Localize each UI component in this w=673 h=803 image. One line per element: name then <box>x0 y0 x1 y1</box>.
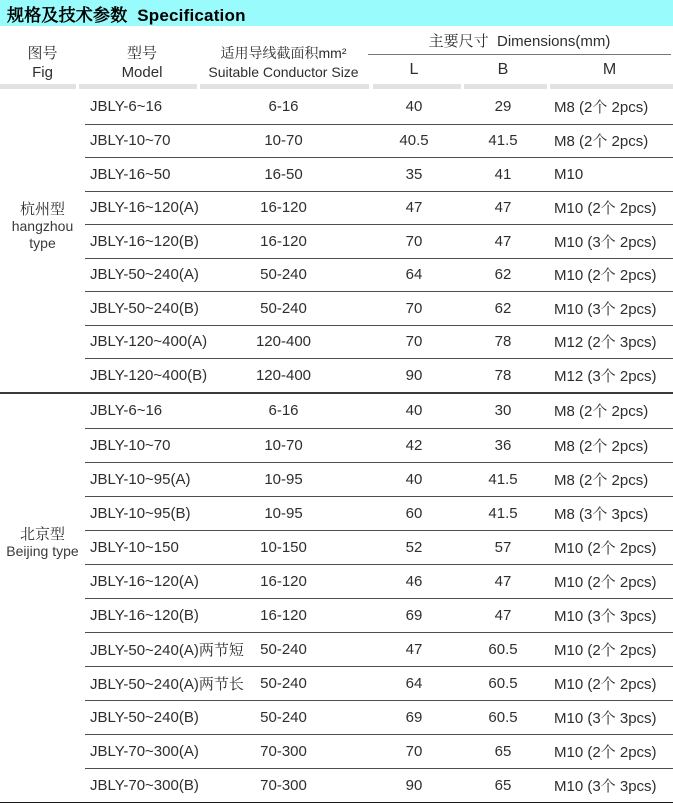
header-dimensions-group <box>368 26 673 84</box>
conductor-size-cell: 16-120 <box>260 199 307 217</box>
table-row <box>85 428 673 462</box>
model-cell: JBLY-70~300(B) <box>90 776 199 794</box>
header-dimensions: 主要尺寸 Dimensions(mm) <box>368 26 671 55</box>
dim-l-cell: 90 <box>405 776 423 794</box>
dim-m-cell: M10 (2个 2pcs) <box>554 200 657 218</box>
table-row <box>85 700 673 734</box>
header-model <box>85 26 199 84</box>
conductor-size-cell: 120-400 <box>255 366 312 384</box>
strip-segment <box>550 84 673 89</box>
dim-b-cell: 41.5 <box>488 504 518 522</box>
conductor-size-cell: 16-50 <box>264 165 303 183</box>
dim-m-cell: M10 (2个 2pcs) <box>554 267 657 285</box>
model-cell: JBLY-10~95(B) <box>90 504 191 522</box>
dim-m-cell: M10 (3个 2pcs) <box>554 233 657 251</box>
conductor-size-cell: 50-240 <box>260 299 307 317</box>
table-row <box>85 358 673 392</box>
table-row <box>85 734 673 768</box>
conductor-size-cell: 120-400 <box>255 333 312 351</box>
model-cell: JBLY-50~240(A)两节短 <box>90 641 244 659</box>
dim-m-cell: M10 (2个 2pcs) <box>554 573 657 591</box>
table-row <box>85 191 673 225</box>
dim-l-cell: 70 <box>405 299 423 317</box>
header-fig-zh: 图号 <box>27 45 58 62</box>
header-conductor-en: Suitable Conductor Size <box>208 64 359 80</box>
conductor-size-cell: 16-120 <box>260 572 307 590</box>
conductor-size-cell: 10-95 <box>264 470 303 488</box>
group-rows <box>85 90 673 392</box>
dim-l-cell: 70 <box>405 232 423 250</box>
dim-l-cell: 35 <box>405 165 423 183</box>
dim-b-cell: 62 <box>494 266 512 284</box>
model-cell: JBLY-50~240(A) <box>90 266 199 284</box>
dim-b-cell: 41 <box>494 165 512 183</box>
dim-m-cell: M8 (2个 2pcs) <box>554 437 649 455</box>
dim-m-cell: M8 (2个 2pcs) <box>554 133 649 151</box>
header-model-zh: 型号 <box>126 45 157 62</box>
table-row <box>85 768 673 802</box>
dim-l-cell: 42 <box>405 436 423 454</box>
dim-b-cell: 65 <box>494 742 512 760</box>
model-cell: JBLY-50~240(A)两节长 <box>90 675 244 693</box>
dim-m-cell: M10 (2个 2pcs) <box>554 641 657 659</box>
strip-segment <box>373 84 461 89</box>
table-row <box>85 632 673 666</box>
dim-m-cell: M10 <box>554 165 584 183</box>
dim-l-cell: 47 <box>405 640 423 658</box>
model-cell: JBLY-10~70 <box>90 132 171 150</box>
fig-label-line: type <box>29 235 56 252</box>
conductor-size-cell: 50-240 <box>260 640 307 658</box>
model-cell: JBLY-10~70 <box>90 436 171 454</box>
conductor-size-cell: 10-150 <box>260 538 307 556</box>
table-row <box>85 462 673 496</box>
dim-b-cell: 78 <box>494 366 512 384</box>
dim-l-cell: 70 <box>405 333 423 351</box>
model-cell: JBLY-70~300(A) <box>90 742 199 760</box>
dim-b-cell: 60.5 <box>488 640 518 658</box>
title-bar <box>0 0 673 26</box>
model-cell: JBLY-16~120(A) <box>90 572 199 590</box>
model-cell: JBLY-6~16 <box>90 402 163 419</box>
fig-label-line: 杭州型 <box>19 201 65 219</box>
conductor-size-cell: 6-16 <box>268 98 299 116</box>
model-cell: JBLY-16~50 <box>90 165 171 183</box>
dim-b-cell: 60.5 <box>488 708 518 726</box>
dim-l-cell: 46 <box>405 572 423 590</box>
header-conductor <box>199 26 368 84</box>
strip-segment <box>200 84 369 89</box>
model-cell: JBLY-16~120(B) <box>90 232 199 250</box>
table-row <box>85 666 673 700</box>
fig-label-line: hangzhou <box>11 218 74 235</box>
strip-segment <box>79 84 197 89</box>
table-row <box>85 258 673 292</box>
strip-segment <box>464 84 547 89</box>
header-fig-en: Fig <box>32 64 53 81</box>
dim-m-cell: M8 (2个 2pcs) <box>554 471 649 489</box>
dim-m-cell: M12 (3个 2pcs) <box>554 367 657 385</box>
model-cell: JBLY-10~95(A) <box>90 470 191 488</box>
dim-m-cell: M10 (3个 3pcs) <box>554 777 657 795</box>
header-dimensions-columns <box>368 55 673 84</box>
header-fig <box>0 26 85 84</box>
dim-m-cell: M12 (2个 3pcs) <box>554 334 657 352</box>
dim-b-cell: 47 <box>494 572 512 590</box>
table-header <box>0 26 673 84</box>
dim-l-cell: 90 <box>405 366 423 384</box>
dim-m-cell: M8 (2个 2pcs) <box>554 99 649 117</box>
dim-b-cell: 65 <box>494 776 512 794</box>
table-row <box>85 157 673 191</box>
conductor-size-cell: 16-120 <box>260 606 307 624</box>
model-cell: JBLY-16~120(A) <box>90 199 199 217</box>
conductor-size-cell: 70-300 <box>260 776 307 794</box>
conductor-size-cell: 16-120 <box>260 232 307 250</box>
dim-l-cell: 64 <box>405 674 423 692</box>
dim-b-cell: 78 <box>494 333 512 351</box>
table-row <box>85 530 673 564</box>
dim-m-cell: M8 (3个 3pcs) <box>554 505 649 523</box>
header-conductor-zh: 适用导线截面积mm² <box>220 45 347 61</box>
fig-label-line: Beijing type <box>6 542 79 559</box>
dim-b-cell: 47 <box>494 199 512 217</box>
dim-b-cell: 60.5 <box>488 674 518 692</box>
table-row <box>85 291 673 325</box>
model-cell: JBLY-10~150 <box>90 538 179 556</box>
dim-b-cell: 29 <box>494 98 512 116</box>
dim-b-cell: 62 <box>494 299 512 317</box>
dim-b-cell: 41.5 <box>488 470 518 488</box>
model-cell: JBLY-6~16 <box>90 98 163 116</box>
dim-l-cell: 52 <box>405 538 423 556</box>
conductor-size-cell: 50-240 <box>260 708 307 726</box>
dim-m-cell: M10 (2个 2pcs) <box>554 675 657 693</box>
dim-b-cell: 41.5 <box>488 132 518 150</box>
conductor-size-cell: 70-300 <box>260 742 307 760</box>
header-dim-l: L <box>409 60 419 78</box>
fig-label-hangzhou <box>0 90 85 392</box>
model-cell: JBLY-50~240(B) <box>90 299 199 317</box>
table-row <box>85 224 673 258</box>
group-rows <box>85 394 673 802</box>
dim-m-cell: M8 (2个 2pcs) <box>554 403 649 420</box>
dim-l-cell: 40 <box>405 470 423 488</box>
table-row <box>85 124 673 158</box>
group-beijing <box>0 392 673 802</box>
model-cell: JBLY-120~400(B) <box>90 366 208 384</box>
dim-b-cell: 36 <box>494 436 512 454</box>
conductor-size-cell: 10-70 <box>264 436 303 454</box>
conductor-size-cell: 10-95 <box>264 504 303 522</box>
model-cell: JBLY-50~240(B) <box>90 708 199 726</box>
dim-l-cell: 47 <box>405 199 423 217</box>
table-row <box>85 394 673 428</box>
conductor-size-cell: 10-70 <box>264 132 303 150</box>
dim-b-cell: 47 <box>494 606 512 624</box>
model-cell: JBLY-120~400(A) <box>90 333 208 351</box>
dim-l-cell: 70 <box>405 742 423 760</box>
header-model-en: Model <box>121 64 163 81</box>
dim-b-cell: 47 <box>494 232 512 250</box>
dim-l-cell: 40 <box>405 402 423 419</box>
dim-m-cell: M10 (3个 3pcs) <box>554 709 657 727</box>
table-row <box>85 564 673 598</box>
conductor-size-cell: 50-240 <box>260 674 307 692</box>
dim-l-cell: 69 <box>405 708 423 726</box>
dim-l-cell: 40.5 <box>399 132 429 150</box>
dim-m-cell: M10 (2个 2pcs) <box>554 743 657 761</box>
dim-l-cell: 69 <box>405 606 423 624</box>
table-body <box>0 90 673 803</box>
dim-m-cell: M10 (2个 2pcs) <box>554 539 657 557</box>
group-hangzhou <box>0 90 673 392</box>
table-row <box>85 325 673 359</box>
table-row <box>85 496 673 530</box>
fig-label-beijing <box>0 394 85 802</box>
dim-m-cell: M10 (3个 3pcs) <box>554 607 657 625</box>
header-dim-b: B <box>497 60 509 78</box>
dim-b-cell: 57 <box>494 538 512 556</box>
dim-l-cell: 40 <box>405 98 423 116</box>
dim-l-cell: 64 <box>405 266 423 284</box>
dim-b-cell: 30 <box>494 402 512 419</box>
conductor-size-cell: 50-240 <box>260 266 307 284</box>
model-cell: JBLY-16~120(B) <box>90 606 199 624</box>
dim-m-cell: M10 (3个 2pcs) <box>554 300 657 318</box>
page-title: 规格及技术参数 Specification <box>7 5 246 25</box>
conductor-size-cell: 6-16 <box>268 402 299 419</box>
fig-label-line: 北京型 <box>19 525 65 543</box>
dim-l-cell: 60 <box>405 504 423 522</box>
header-dim-m: M <box>602 60 617 78</box>
table-row <box>85 598 673 632</box>
table-row <box>85 90 673 124</box>
strip-segment <box>0 84 76 89</box>
